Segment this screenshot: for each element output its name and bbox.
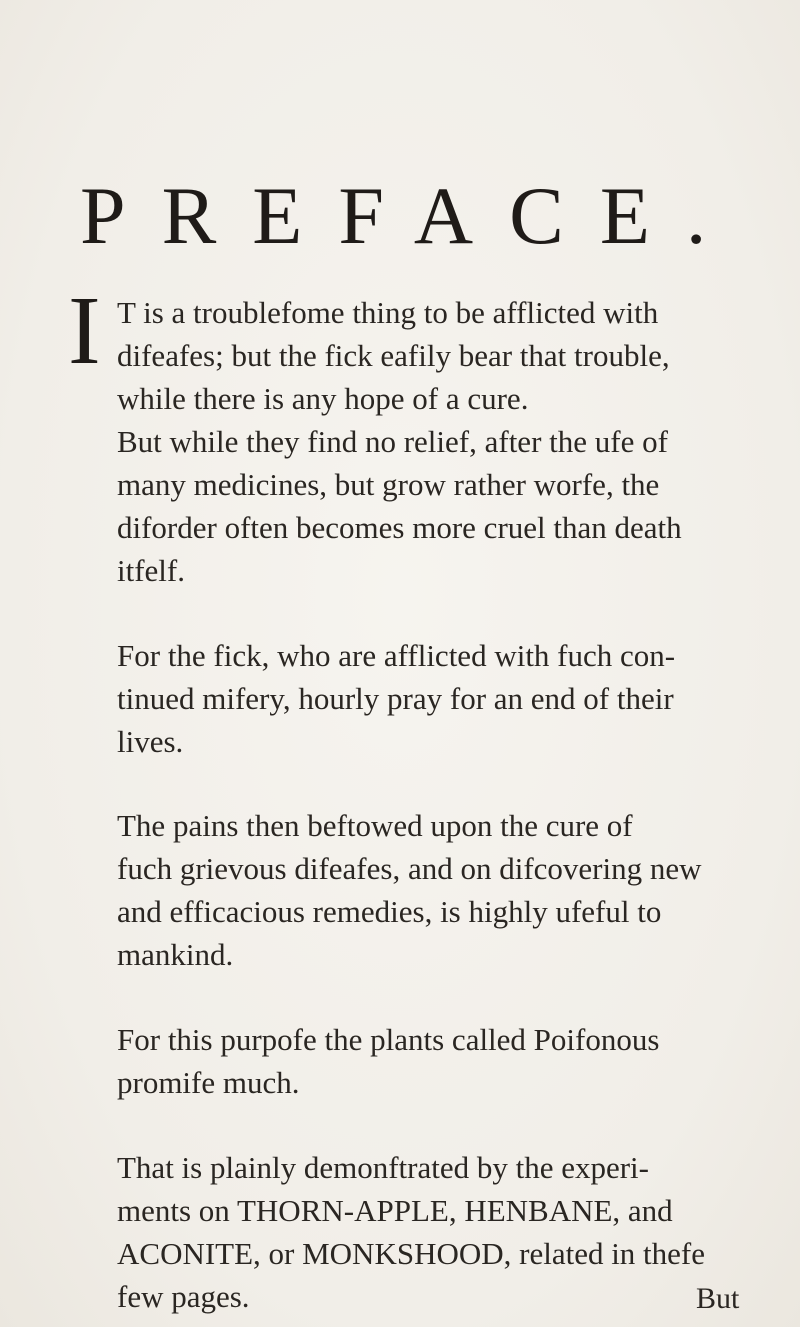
paragraph-line: lives. [117, 724, 184, 759]
paragraph-5 [117, 1018, 659, 1104]
paragraph-line: itfelf. [117, 553, 185, 588]
paragraph-line: ments on THORN-APPLE, HENBANE, and [117, 1193, 673, 1228]
paragraph-line: while there is any hope of a cure. [117, 381, 529, 416]
paragraph-line: many medicines, but grow rather worfe, the [117, 467, 660, 502]
paragraph-6 [117, 1146, 705, 1318]
page-title: PREFACE. [80, 170, 743, 261]
paragraph-line: But while they find no relief, after the ufe of [117, 424, 668, 459]
paragraph-line: diforder often becomes more cruel than death [117, 510, 682, 545]
paragraph-3 [117, 634, 675, 763]
paragraph-line: promife much. [117, 1065, 300, 1100]
drop-cap: I [68, 277, 101, 385]
catchword: But [696, 1282, 740, 1315]
paragraph-line: For this purpofe the plants called Poifonous [117, 1022, 660, 1057]
paragraph-line: The pains then beftowed upon the cure of [117, 808, 633, 843]
paragraph-line: tinued mifery, hourly pray for an end of their [117, 681, 674, 716]
paragraph-line: fuch grievous difeafes, and on difcovering new [117, 851, 702, 886]
paragraph-line: ACONITE, or MONKSHOOD, related in thefe [117, 1236, 706, 1271]
paragraph-line: T is a troublefome thing to be afflicted with [117, 295, 659, 330]
paragraph-line: That is plainly demonftrated by the experi- [117, 1150, 649, 1185]
paragraph-4 [117, 804, 702, 976]
paragraph-2 [117, 420, 682, 592]
paragraph-line: and efficacious remedies, is highly ufeful to [117, 894, 662, 929]
paragraph-line: For the fick, who are afflicted with fuch con- [117, 638, 676, 673]
paragraph-line: difeafes; but the fick eafily bear that trouble, [117, 338, 670, 373]
paragraph-line: mankind. [117, 937, 234, 972]
paragraph-line: few pages. [117, 1279, 250, 1314]
paragraph-1 [117, 291, 670, 420]
